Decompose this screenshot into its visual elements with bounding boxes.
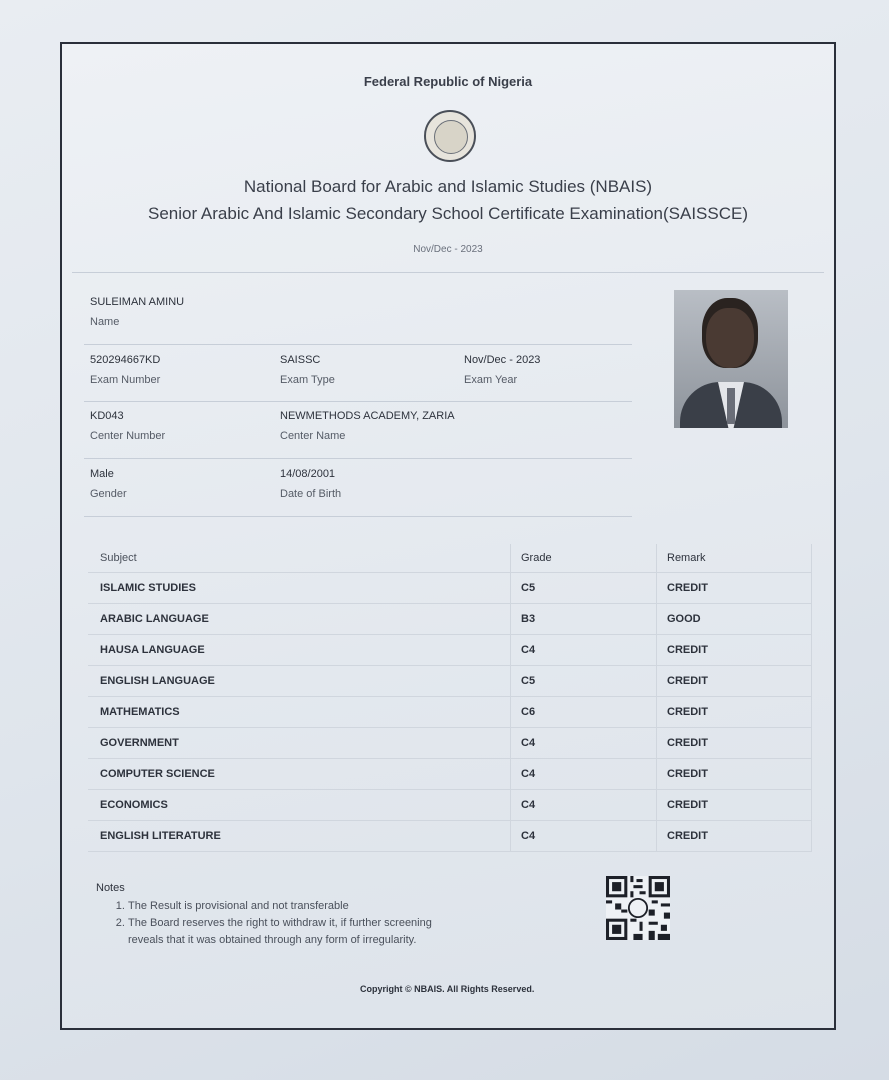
exam-year-field (464, 354, 540, 386)
subject-cell: GOVERNMENT (88, 728, 511, 759)
divider (84, 458, 632, 459)
table-row (88, 728, 812, 759)
gender-field (90, 468, 127, 500)
exam-type-field (280, 354, 335, 386)
subject-cell: ECONOMICS (88, 790, 511, 821)
exam-year-label: Exam Year (464, 374, 518, 386)
table-row (88, 666, 812, 697)
note-item: 1. The Result is provisional and not transferable (128, 898, 468, 915)
center-name-value: NEWMETHODS ACADEMY, ZARIA (280, 410, 455, 422)
dob-field (280, 468, 341, 500)
notes-title: Notes (96, 882, 125, 894)
table-row (88, 790, 812, 821)
name-value: SULEIMAN AMINU (90, 296, 185, 308)
subject-cell: ARABIC LANGUAGE (88, 604, 511, 635)
notes-list (104, 898, 468, 949)
subject-cell: ISLAMIC STUDIES (88, 573, 511, 604)
country-heading: Federal Republic of Nigeria (363, 74, 533, 89)
divider (84, 344, 632, 345)
exam-type-label: Exam Type (280, 374, 335, 386)
exam-number-field (90, 354, 160, 386)
exam-title: Senior Arabic And Islamic Secondary School Certificate Examination(SAISSCE) (148, 204, 748, 223)
grade-cell: C4 (511, 821, 657, 852)
grade-cell: C4 (511, 759, 657, 790)
dob-value: 14/08/2001 (280, 468, 336, 480)
subject-cell: MATHEMATICS (88, 697, 511, 728)
center-number-label: Center Number (90, 430, 166, 442)
exam-number-label: Exam Number (90, 374, 161, 386)
remark-cell: CREDIT (657, 573, 812, 604)
candidate-photo (674, 290, 788, 428)
results-header-row (88, 544, 812, 573)
table-row (88, 573, 812, 604)
remark-cell: CREDIT (657, 759, 812, 790)
gender-value: Male (90, 468, 114, 480)
subject-cell: HAUSA LANGUAGE (88, 635, 511, 666)
grade-cell: C4 (511, 728, 657, 759)
divider (84, 401, 632, 402)
nbais-seal-icon (424, 110, 476, 162)
name-field (90, 296, 184, 328)
grade-cell: C5 (511, 666, 657, 697)
remark-cell: CREDIT (657, 821, 812, 852)
exam-session: Nov/Dec - 2023 (413, 244, 483, 255)
table-row (88, 635, 812, 666)
table-row (88, 759, 812, 790)
note-item: 2. The Board reserves the right to withdraw it, if further screening reveals that it was obtained through any form of irregularity. (128, 915, 468, 949)
remark-cell: CREDIT (657, 728, 812, 759)
grade-cell: C5 (511, 573, 657, 604)
grade-cell: C4 (511, 635, 657, 666)
remark-cell: CREDIT (657, 697, 812, 728)
divider (72, 272, 824, 273)
subject-cell: ENGLISH LANGUAGE (88, 666, 511, 697)
center-number-value: KD043 (90, 410, 124, 422)
board-title: National Board for Arabic and Islamic Studies (NBAIS) (243, 177, 653, 196)
table-row (88, 604, 812, 635)
subject-header: Subject (88, 544, 511, 573)
remark-cell: CREDIT (657, 635, 812, 666)
exam-number-value: 520294667KD (90, 354, 161, 366)
remark-cell: CREDIT (657, 790, 812, 821)
table-row (88, 697, 812, 728)
exam-year-value: Nov/Dec - 2023 (464, 354, 541, 366)
name-label: Name (90, 316, 120, 328)
center-name-label: Center Name (280, 430, 346, 442)
grade-cell: B3 (511, 604, 657, 635)
table-row (88, 821, 812, 852)
copyright-text: Copyright © NBAIS. All Rights Reserved. (360, 984, 535, 994)
remark-cell: CREDIT (657, 666, 812, 697)
subject-cell: ENGLISH LITERATURE (88, 821, 511, 852)
divider (84, 516, 632, 517)
dob-label: Date of Birth (280, 488, 342, 500)
center-name-field (280, 410, 455, 442)
remark-header: Remark (657, 544, 812, 573)
grade-cell: C4 (511, 790, 657, 821)
remark-cell: GOOD (657, 604, 812, 635)
exam-type-value: SAISSC (280, 354, 321, 366)
center-number-field (90, 410, 165, 442)
certificate-frame (60, 42, 836, 1030)
gender-label: Gender (90, 488, 127, 500)
grade-cell: C6 (511, 697, 657, 728)
grade-header: Grade (511, 544, 657, 573)
qr-code-icon (606, 876, 670, 940)
results-table (88, 544, 812, 852)
subject-cell: COMPUTER SCIENCE (88, 759, 511, 790)
